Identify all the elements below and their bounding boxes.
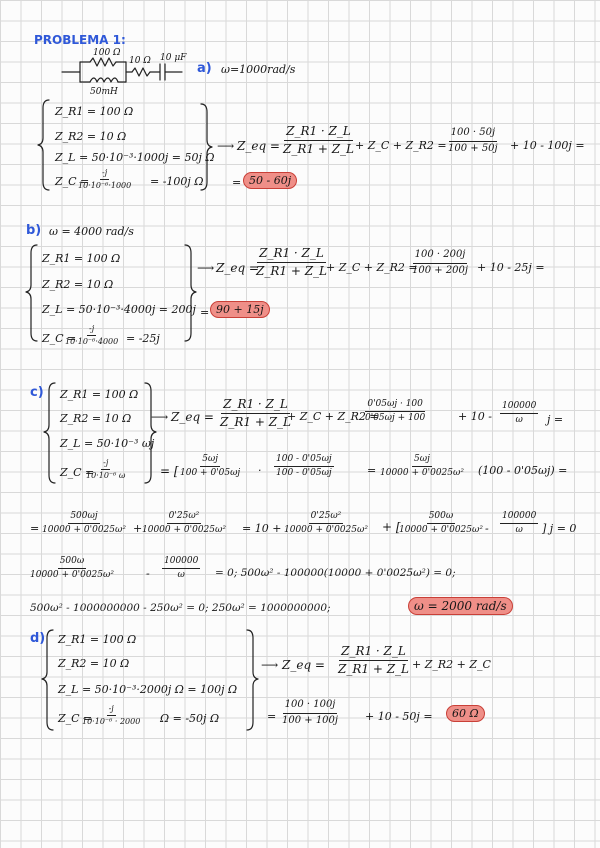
fraction-denominator: 10·10⁻⁶ · 2000 bbox=[82, 717, 141, 727]
part-b-eq2: Z_R2 = 10 Ω bbox=[42, 278, 114, 291]
part-b-omega: ω = 4000 rad/s bbox=[49, 225, 134, 238]
fraction-denominator: 10000 + 0'0025ω² bbox=[142, 525, 226, 536]
part-d-eq4-post: Ω = -50j Ω bbox=[160, 712, 220, 725]
fraction-numerator: 100000 bbox=[500, 402, 538, 414]
fraction-numerator: 500ω bbox=[427, 512, 456, 524]
fraction-numerator: 100000 bbox=[162, 557, 200, 569]
fraction-denominator: Z_R1 + Z_L bbox=[256, 263, 327, 278]
fraction-numerator: 100 · 50j bbox=[449, 128, 497, 142]
part-c-eq3: Z_L = 50·10⁻³ ωj bbox=[60, 437, 155, 450]
part-c-eq4-pre: Z_C = bbox=[60, 466, 95, 479]
part-c-l2-post: (100 - 0'05ωj) = bbox=[478, 464, 568, 477]
fraction-denominator: ω bbox=[177, 570, 185, 581]
part-c-l2-pre: = [ bbox=[160, 464, 179, 478]
part-a-eq1: Z_R1 = 100 Ω bbox=[55, 105, 134, 118]
part-c-fraction-11 bbox=[500, 512, 538, 536]
part-a-omega: ω=1000rad/s bbox=[221, 63, 296, 76]
fraction-denominator: 100 + 0'05ωj bbox=[180, 468, 241, 479]
fraction-denominator: Z_R1 + Z_L bbox=[283, 141, 354, 156]
part-b-tail: + 10 - 25j = bbox=[477, 261, 545, 274]
fraction-numerator: Z_R1 · Z_L bbox=[339, 645, 408, 661]
part-c-zc-fraction bbox=[86, 459, 125, 481]
part-b-eq4-pre: Z_C = bbox=[42, 332, 77, 345]
part-b-result: 90 + 15j bbox=[210, 301, 270, 318]
part-d-eq4-pre: Z_C = bbox=[58, 712, 93, 725]
part-c-l5: 500ω² - 1000000000 - 250ω² = 0; 250ω² = 1000000000; bbox=[30, 602, 331, 614]
circuit-capacitor-label: 10 μF bbox=[160, 53, 187, 63]
fraction-numerator: 0'25ω² bbox=[309, 512, 344, 524]
fraction-denominator: Z_R1 + Z_L bbox=[220, 414, 291, 429]
fraction-numerator: Z_R1 · Z_L bbox=[257, 247, 326, 263]
fraction-numerator: 100 · 200j bbox=[413, 250, 468, 264]
fraction-denominator: 10000 + 0'0025ω² bbox=[42, 525, 126, 536]
fraction-denominator: 10000 + 0'0025ω² bbox=[399, 525, 483, 536]
part-a-eq4-pre: Z_C = bbox=[55, 175, 90, 188]
part-c-l4-minus: - bbox=[146, 567, 150, 580]
part-c-arrow: ⟶ bbox=[151, 410, 169, 424]
part-d-fraction-2 bbox=[282, 700, 338, 726]
part-a-fraction-2 bbox=[448, 128, 498, 154]
part-c-fraction-8 bbox=[142, 512, 226, 536]
part-a-fraction-1 bbox=[283, 125, 354, 155]
part-b-label: b) bbox=[26, 223, 42, 238]
part-c-result: ω = 2000 rad/s bbox=[408, 597, 513, 615]
part-c-l3-pre: = bbox=[30, 522, 40, 535]
part-c-tail1: + 10 - bbox=[458, 410, 492, 423]
fraction-denominator: 10·10⁻⁶·4000 bbox=[65, 337, 119, 347]
circuit-inductor-label: 50mH bbox=[90, 87, 118, 97]
part-d-eq-sign: = bbox=[267, 710, 277, 723]
part-d-result: 60 Ω bbox=[446, 705, 485, 722]
part-b-fraction-1 bbox=[256, 247, 327, 277]
fraction-numerator: 100000 bbox=[500, 512, 538, 524]
fraction-denominator: 100 + 200j bbox=[412, 264, 469, 276]
part-d-eq1: Z_R1 = 100 Ω bbox=[58, 633, 137, 646]
part-d-mid: + Z_R2 + Z_C bbox=[412, 658, 491, 671]
part-a-tail: + 10 - 100j = bbox=[510, 139, 585, 152]
part-c-fraction-13 bbox=[162, 557, 200, 581]
part-c-fraction-3 bbox=[500, 402, 538, 426]
circuit-r2-label: 10 Ω bbox=[129, 56, 151, 66]
fraction-denominator: 10000 + 0'0025ω² bbox=[380, 468, 464, 479]
part-d-eq2: Z_R2 = 10 Ω bbox=[58, 657, 130, 670]
part-b-eq4-post: = -25j bbox=[126, 332, 160, 345]
fraction-numerator: 100 - 0'05ωj bbox=[274, 455, 334, 467]
part-c-l4-tail: = 0; 500ω² - 100000(10000 + 0'0025ω²) = 0; bbox=[215, 567, 456, 579]
fraction-numerator: -j bbox=[107, 705, 116, 716]
fraction-numerator: Z_R1 · Z_L bbox=[284, 125, 353, 141]
part-c-l2-dot: · bbox=[258, 464, 262, 477]
part-c-fraction-6 bbox=[380, 455, 464, 479]
fraction-denominator: 10·10⁻⁶ ω bbox=[86, 471, 126, 481]
part-c-l3-plus: + bbox=[133, 522, 143, 535]
part-a-zeq-label: Z_eq = bbox=[237, 139, 280, 153]
fraction-numerator: Z_R1 · Z_L bbox=[221, 398, 290, 414]
part-b-zeq-label: Z_eq = bbox=[216, 261, 259, 275]
part-c-fraction-1 bbox=[220, 398, 291, 428]
fraction-denominator: 100 + 100j bbox=[282, 714, 339, 726]
part-c-fraction-2 bbox=[365, 400, 425, 424]
part-c-l3-bracket: + [ bbox=[382, 520, 401, 534]
fraction-denominator: 10·10⁻⁶·1000 bbox=[78, 181, 132, 191]
part-c-l3-eq: = 10 + bbox=[242, 522, 282, 535]
part-b-eq3: Z_L = 50·10⁻³·4000j = 200j bbox=[42, 303, 196, 316]
part-a-mid: + Z_C + Z_R2 = bbox=[355, 139, 447, 152]
part-d-zeq-label: Z_eq = bbox=[282, 658, 325, 672]
part-c-l3-end: ] j = 0 bbox=[542, 522, 577, 535]
part-a-zc-fraction bbox=[78, 169, 131, 191]
part-c-fraction-4 bbox=[180, 455, 240, 479]
part-c-eq2: Z_R2 = 10 Ω bbox=[60, 412, 132, 425]
part-c-fraction-7 bbox=[42, 512, 126, 536]
fraction-numerator: 500ω bbox=[58, 557, 87, 569]
part-b-eq1: Z_R1 = 100 Ω bbox=[42, 252, 121, 265]
part-a-arrow: ⟶ bbox=[217, 139, 235, 153]
part-c-eq1: Z_R1 = 100 Ω bbox=[60, 388, 139, 401]
part-c-tail2: j = bbox=[547, 413, 564, 426]
fraction-numerator: -j bbox=[100, 169, 109, 180]
fraction-numerator: -j bbox=[101, 459, 110, 470]
part-a-eq2: Z_R2 = 10 Ω bbox=[55, 130, 127, 143]
part-c-zeq-label: Z_eq = bbox=[171, 410, 214, 424]
part-b-eq-sign: = bbox=[200, 306, 210, 319]
part-d-zc-fraction bbox=[82, 705, 140, 727]
fraction-numerator: 0'05ωj · 100 bbox=[365, 400, 425, 412]
fraction-denominator: 0'05ωj + 100 bbox=[365, 413, 426, 424]
fraction-denominator: 100 + 50j bbox=[448, 142, 498, 154]
part-a-eq3: Z_L = 50·10⁻³·1000j = 50j Ω bbox=[55, 151, 215, 164]
part-a-eq-sign: = bbox=[232, 176, 242, 189]
part-b-arrow: ⟶ bbox=[197, 261, 215, 275]
fraction-denominator: Z_R1 + Z_L bbox=[338, 661, 409, 676]
part-c-fraction-5 bbox=[274, 455, 334, 479]
fraction-denominator: ω bbox=[515, 415, 523, 426]
part-c-mid: + Z_C + Z_R2 = bbox=[287, 410, 379, 423]
fraction-numerator: 5ωj bbox=[200, 455, 220, 467]
fraction-numerator: 500ωj bbox=[68, 512, 99, 524]
part-d-label: d) bbox=[30, 631, 46, 646]
fraction-denominator: ω bbox=[515, 525, 523, 536]
part-c-l2-eq: = bbox=[367, 464, 377, 477]
part-c-l3-minus: - bbox=[485, 522, 489, 535]
part-c-fraction-9 bbox=[284, 512, 368, 536]
fraction-denominator: 10000 + 0'0025ω² bbox=[284, 525, 368, 536]
part-c-fraction-10 bbox=[399, 512, 483, 536]
part-d-arrow: ⟶ bbox=[261, 658, 279, 672]
part-b-zc-fraction bbox=[65, 325, 118, 347]
part-d-eq3: Z_L = 50·10⁻³·2000j Ω = 100j Ω bbox=[58, 683, 238, 696]
part-a-eq4-post: = -100j Ω bbox=[150, 175, 204, 188]
part-a-result: 50 - 60j bbox=[243, 172, 297, 189]
fraction-numerator: -j bbox=[87, 325, 96, 336]
fraction-numerator: 0'25ω² bbox=[167, 512, 202, 524]
part-d-fraction-1 bbox=[338, 645, 409, 675]
part-c-fraction-12 bbox=[30, 557, 114, 581]
part-c-label: c) bbox=[30, 385, 44, 400]
part-b-mid: + Z_C + Z_R2 = bbox=[326, 261, 418, 274]
fraction-numerator: 5ωj bbox=[412, 455, 432, 467]
circuit-r1-label: 100 Ω bbox=[93, 48, 121, 58]
fraction-numerator: 100 · 100j bbox=[283, 700, 338, 714]
part-d-tail: + 10 - 50j = bbox=[365, 710, 433, 723]
fraction-denominator: 100 - 0'05ωj bbox=[276, 468, 332, 479]
fraction-denominator: 10000 + 0'0025ω² bbox=[30, 570, 114, 581]
part-a-label: a) bbox=[197, 61, 212, 76]
part-b-fraction-2 bbox=[412, 250, 468, 276]
problem-title: PROBLEMA 1: bbox=[34, 33, 126, 47]
